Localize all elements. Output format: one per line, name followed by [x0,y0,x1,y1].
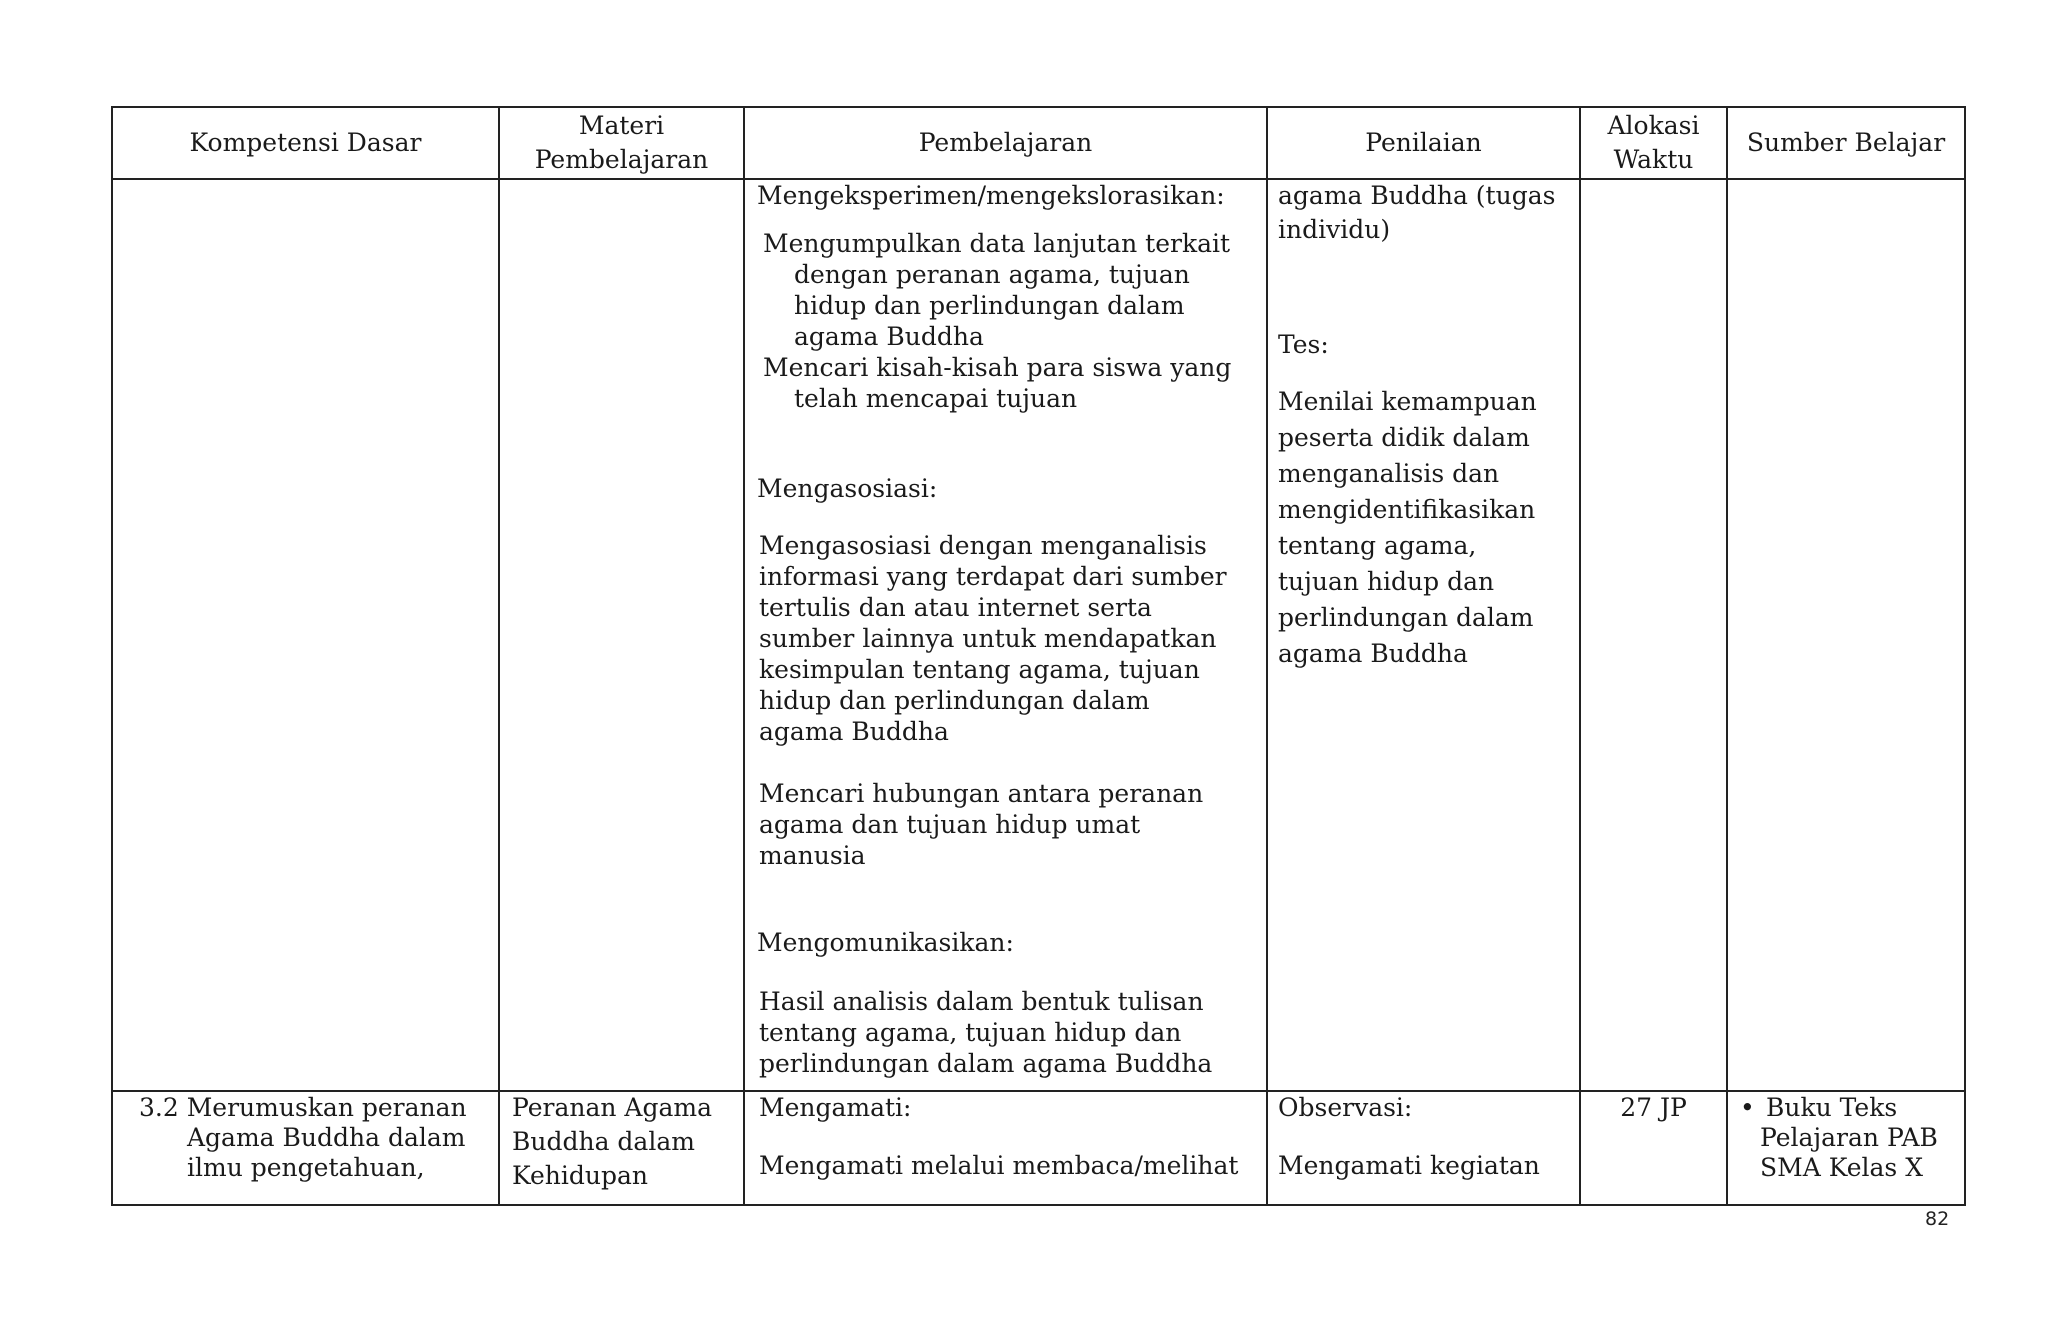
item-text: telah mencapai tujuan [794,384,1078,413]
header-materi-pembelajaran: Materi Pembelajaran [499,107,744,179]
paragraph-line: hidup dan perlindungan dalam [759,686,1150,715]
paragraph-line: tujuan hidup dan [1278,567,1495,596]
paragraph-line: agama Buddha [759,717,949,746]
header-alokasi-waktu: Alokasi Waktu [1580,107,1727,179]
item-text: agama Buddha [794,322,984,351]
lesson-plan-table [111,106,1966,1206]
item-text: hidup dan perlindungan dalam [794,291,1185,320]
paragraph-line: Menilai kemampuan [1278,387,1537,416]
table-header-row [112,107,1965,179]
paragraph-line: agama Buddha (tugas [1278,181,1556,210]
item-text: dengan peranan agama, tujuan [794,260,1190,289]
cell-sumber-continued [1727,179,1965,1091]
heading-observasi: Observasi: [1278,1093,1413,1122]
paragraph-line: Mengamati melalui membaca/melihat [759,1151,1239,1180]
cell-alokasi-27jp [1580,1091,1727,1205]
paragraph-line: peserta didik dalam [1278,423,1530,452]
cell-materi-continued [499,179,744,1091]
heading-tes: Tes: [1278,330,1329,359]
item-text: Mencari kisah-kisah para siswa yang [763,353,1232,382]
sumber-line: SMA Kelas X [1760,1153,1924,1182]
cell-penilaian-continued [1267,179,1580,1091]
heading-mengamati: Mengamati: [759,1093,912,1122]
cell-sumber-buku [1727,1091,1965,1205]
paragraph-line: perlindungan dalam agama Buddha [759,1049,1213,1078]
paragraph-line: kesimpulan tentang agama, tujuan [759,655,1200,684]
cell-penilaian-observasi [1267,1091,1580,1205]
paragraph-line: agama Buddha [1278,639,1468,668]
cell-kd-continued [112,179,499,1091]
kd-line: Agama Buddha dalam [187,1123,466,1152]
paragraph-line: tentang agama, [1278,531,1477,560]
materi-line: Kehidupan [512,1161,649,1190]
paragraph-line: tertulis dan atau internet serta [759,593,1152,622]
paragraph-line: manusia [759,841,866,870]
kd-line: ilmu pengetahuan, [187,1153,425,1182]
cell-kd-3-2 [112,1091,499,1205]
paragraph-line: menganalisis dan [1278,459,1500,488]
page-number: 82 [1925,1208,1950,1230]
paragraph-line: agama dan tujuan hidup umat [759,810,1141,839]
paragraph-line: Mengasosiasi dengan menganalisis [759,531,1207,560]
materi-line: Buddha dalam [512,1127,695,1156]
item-text: Mengumpulkan data lanjutan terkait [763,229,1231,258]
paragraph-line: perlindungan dalam [1278,603,1534,632]
materi-line: Peranan Agama [512,1093,712,1122]
paragraph-line: tentang agama, tujuan hidup dan [759,1018,1182,1047]
kd-line: 3.2 Merumuskan peranan [139,1093,467,1122]
paragraph-line: Mencari hubungan antara peranan [759,779,1204,808]
header-kompetensi-dasar: Kompetensi Dasar [112,107,499,179]
cell-alokasi-continued [1580,179,1727,1091]
header-pembelajaran: Pembelajaran [744,107,1267,179]
cell-pembelajaran-continued [744,179,1267,1091]
heading-mengeksperimen: Mengeksperimen/mengekslorasikan: [757,181,1225,210]
alokasi-value: 27 JP [1620,1093,1687,1122]
paragraph-line: informasi yang terdapat dari sumber [759,562,1227,591]
heading-mengomunikasikan: Mengomunikasikan: [757,928,1014,957]
sumber-line: Pelajaran PAB [1760,1123,1938,1152]
paragraph-line: individu) [1278,215,1391,244]
cell-materi-peranan [499,1091,744,1205]
header-sumber-belajar: Sumber Belajar [1727,107,1965,179]
paragraph-line: mengidentifikasikan [1278,495,1536,524]
table-row [112,179,1965,1091]
bullet-icon: • [1740,1093,1755,1122]
sumber-line: Buku Teks [1766,1093,1898,1122]
paragraph-line: Hasil analisis dalam bentuk tulisan [759,987,1204,1016]
heading-mengasosiasi: Mengasosiasi: [757,474,938,503]
paragraph-line: sumber lainnya untuk mendapatkan [759,624,1217,653]
paragraph-line: Mengamati kegiatan [1278,1151,1540,1180]
header-penilaian: Penilaian [1267,107,1580,179]
table-row [112,1091,1965,1205]
cell-pembelajaran-mengamati [744,1091,1267,1205]
